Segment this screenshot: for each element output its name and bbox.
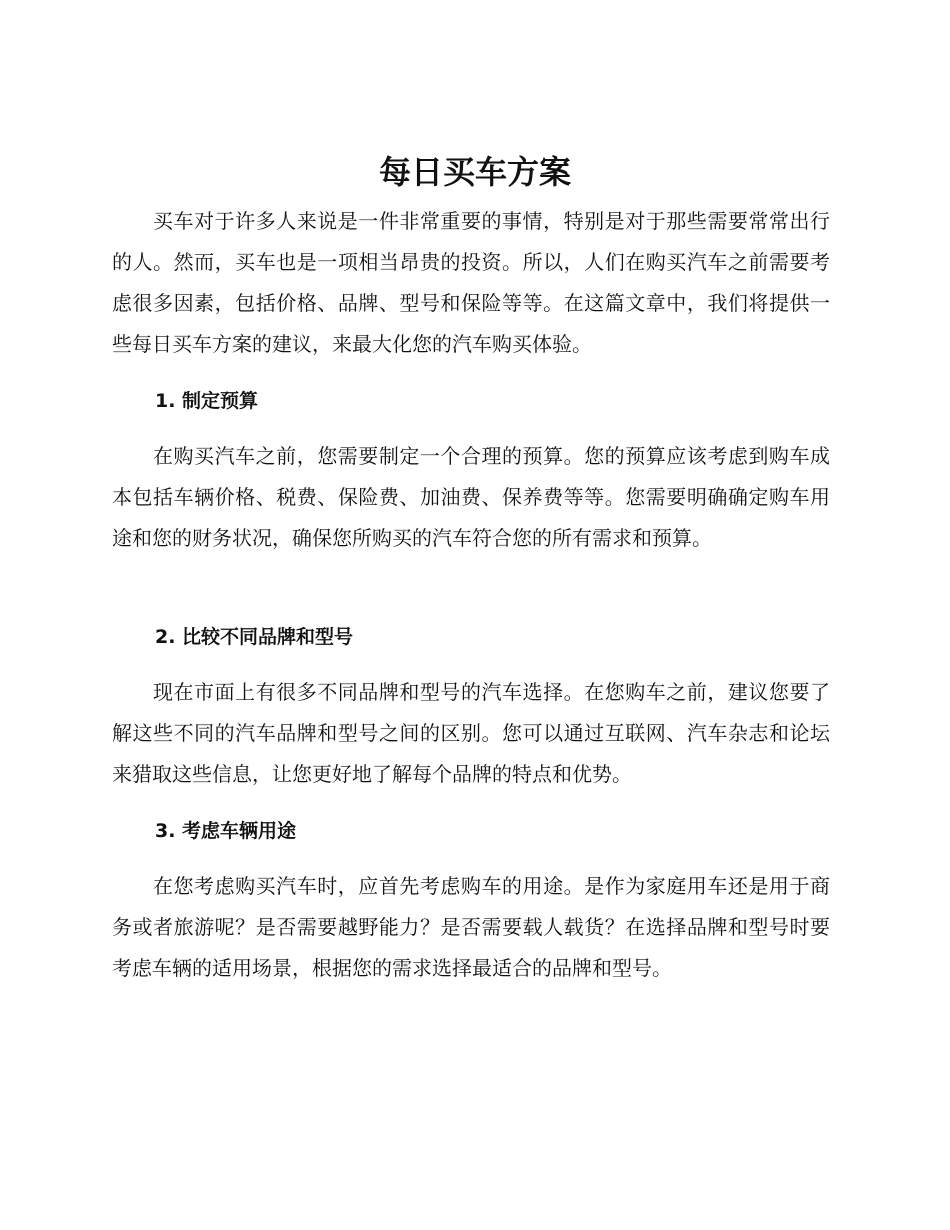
intro-paragraph: 买车对于许多人来说是一件非常重要的事情，特别是对于那些需要常常出行的人。然而，买车也是一项相当昂贵的投资。所以，人们在购买汽车之前需要考虑很多因素，包括价格、品牌、型号和保险等等。在这篇文章中，我们将提供一些每日买车方案的建议，来最大化您的汽车购买体验。 xyxy=(112,209,830,356)
document-title: 每日买车方案 xyxy=(378,153,571,191)
section-heading-compare-brands: 2. 比较不同品牌和型号 xyxy=(155,626,354,648)
section-paragraph-vehicle-usage: 在您考虑购买汽车时，应首先考虑购车的用途。是作为家庭用车还是用于商务或者旅游呢？是否需要越野能力？是否需要载人载货？在选择品牌和型号时要考虑车辆的适用场景，根据您的需求选择最适合的品牌和型号。 xyxy=(112,874,830,980)
section-heading-budget: 1. 制定预算 xyxy=(155,390,259,412)
section-paragraph-budget: 在购买汽车之前，您需要制定一个合理的预算。您的预算应该考虑到购车成本包括车辆价格、税费、保险费、加油费、保养费等等。您需要明确确定购车用途和您的财务状况，确保您所购买的汽车符合您的所有需求和预算。 xyxy=(112,444,830,550)
section-paragraph-compare-brands: 现在市面上有很多不同品牌和型号的汽车选择。在您购车之前，建议您要了解这些不同的汽车品牌和型号之间的区别。您可以通过互联网、汽车杂志和论坛来猎取这些信息，让您更好地了解每个品牌的特点和优势。 xyxy=(112,680,830,786)
section-heading-vehicle-usage: 3. 考虑车辆用途 xyxy=(155,820,297,842)
